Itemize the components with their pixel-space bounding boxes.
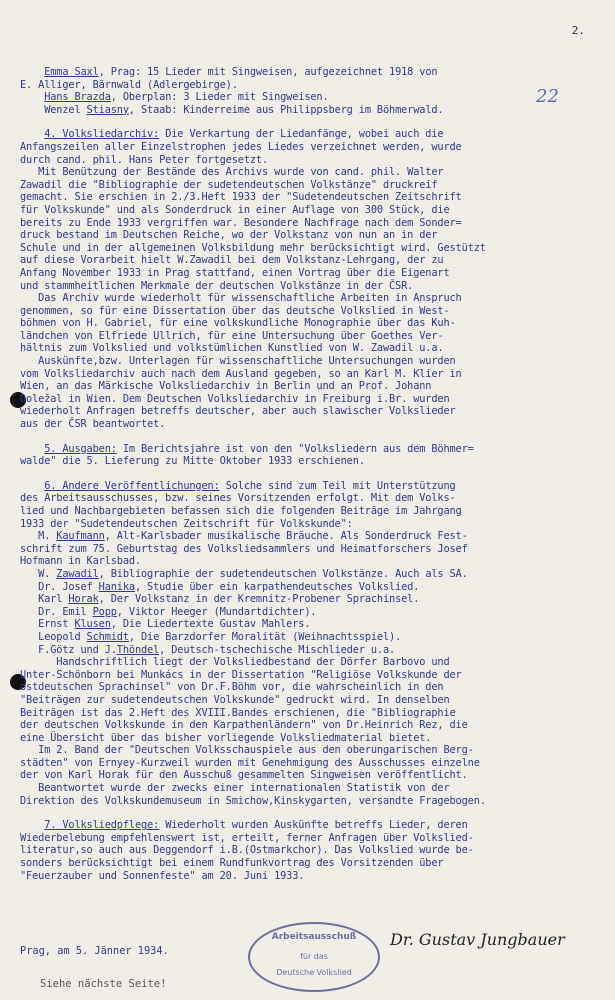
text-segment: walde" die 5. Lieferung zu Mitte Oktober 1933 erschienen. xyxy=(20,455,365,468)
text-line xyxy=(20,707,600,720)
underlined-text: 7. Volksliedpflege: xyxy=(44,819,160,832)
text-line xyxy=(20,732,600,745)
text-line xyxy=(20,819,600,832)
text-line xyxy=(20,857,600,870)
text-line xyxy=(20,455,600,468)
text-segment: der von Karl Horak für den Ausschuß gesammelten Singweisen veröffentlicht. xyxy=(20,769,468,782)
text-segment: Mit Benützung der Bestände des Archivs wurde von cand. phil. Walter xyxy=(20,166,444,179)
text-line xyxy=(20,530,600,543)
text-line xyxy=(20,204,600,217)
text-segment: Dr. Emil xyxy=(20,605,93,618)
text-line xyxy=(20,393,600,406)
text-line xyxy=(20,757,600,770)
text-line xyxy=(20,505,600,518)
text-line xyxy=(20,305,600,318)
text-line xyxy=(20,355,600,368)
text-line xyxy=(20,644,600,657)
underlined-text: Zawadil xyxy=(56,567,99,580)
text-line xyxy=(20,342,600,355)
text-segment: , Der Volkstanz in der Kremnitz-Probener Sprachinsel. xyxy=(98,593,420,606)
text-segment: Die Verkartung der Liedanfänge, wobei auch die xyxy=(159,128,444,141)
text-segment: Im Berichtsjahre ist von den "Volksliedern aus dem Böhmer= xyxy=(116,442,474,455)
text-segment: lied und Nachbargebieten befassen sich die folgenden Beiträge im Jahrgang xyxy=(20,505,462,517)
underlined-text: Hans Brazda xyxy=(44,91,111,104)
text-segment: eine Übersicht über das bisher vorliegende Volksliedmaterial bietet. xyxy=(20,731,432,744)
text-segment: Direktion des Volkskundemuseum in Smichow,Kinskygarten, versandte Fragebogen. xyxy=(20,794,486,807)
text-segment: , Oberplan: 3 Lieder mit Singweisen. xyxy=(110,91,329,104)
text-segment: , Viktor Heeger (Mundartdichter). xyxy=(116,605,317,618)
text-segment: Doležal in Wien. Dem Deutschen Volksliedarchiv in Freiburg i.Br. wurden xyxy=(20,392,450,405)
text-segment: Auskünfte,bzw. Unterlagen für wissenschaftliche Untersuchungen wurden xyxy=(20,355,456,368)
text-segment: , Deutsch-tschechische Mischlieder u.a. xyxy=(159,643,396,656)
date-line: Prag, am 5. Jänner 1934. xyxy=(20,945,169,957)
text-line xyxy=(20,141,600,154)
text-segment: städten" von Ernyey-Kurzweil wurden mit Genehmigung des Ausschusses einzelne xyxy=(20,756,480,769)
text-segment: druck bestand im Deutschen Reiche, wo der Volkstanz von nun an in der xyxy=(20,229,438,242)
stamp-text-middle: für das xyxy=(300,952,328,961)
text-line xyxy=(20,769,600,782)
underlined-text: Schmidt xyxy=(86,630,129,643)
text-line xyxy=(20,418,600,431)
text-segment: Solche sind zum Teil mit Unterstützung xyxy=(219,479,456,492)
text-line xyxy=(20,91,600,104)
text-segment: der deutschen Volkskunde in den Karpathenländern" von Dr.Heinrich Rez, die xyxy=(20,719,468,732)
text-segment xyxy=(20,819,44,831)
text-segment: literatur,so auch aus Deggendorf i.B.(Ostmarkchor). Das Volkslied wurde be- xyxy=(20,844,474,857)
text-segment: für Volkskunde" und als Sonderdruck in einer Auflage von 300 Stück, die xyxy=(20,203,450,216)
paragraph-section6 xyxy=(20,480,600,807)
text-segment: Ernst xyxy=(20,618,75,631)
text-segment: genommen, so für eine Dissertation über das deutsche Volkslied in West- xyxy=(20,304,450,317)
text-segment: Das Archiv wurde wiederholt für wissenschaftliche Arbeiten in Anspruch xyxy=(20,292,462,305)
stamp-text-bottom: Deutsche Volkslied xyxy=(276,968,352,977)
text-segment: Zawadil die "Bibliographie der sudetendeutschen Volkstänze" druckreif xyxy=(20,178,438,191)
text-segment: Beantwortet wurde der zwecks einer internationalen Statistik von der xyxy=(20,782,450,795)
text-segment: wiederholt Anfragen betreffs deutscher, aber auch slawischer Volkslieder xyxy=(20,405,456,418)
text-line xyxy=(20,606,600,619)
text-segment: gemacht. Sie erschien in 2./3.Heft 1933 der "Sudetendeutschen Zeitschrift xyxy=(20,191,462,204)
text-line xyxy=(20,405,600,418)
text-line xyxy=(20,844,600,857)
text-line xyxy=(20,217,600,230)
text-segment: Leopold xyxy=(20,630,87,643)
text-segment: Anfangszeilen aller Einzelstrophen jedes Liedes verzeichnet werden, wurde xyxy=(20,140,462,153)
text-line xyxy=(20,543,600,556)
underlined-text: 6. Andere Veröffentlichungen: xyxy=(44,479,220,492)
report-body xyxy=(20,66,600,894)
text-line xyxy=(20,191,600,204)
paragraph-contributors xyxy=(20,66,600,116)
text-segment: Im 2. Band der "Deutschen Volksschauspiele aus den oberungarischen Berg- xyxy=(20,744,474,757)
committee-stamp xyxy=(248,922,380,992)
text-segment: Dr. Josef xyxy=(20,580,99,593)
text-line xyxy=(20,719,600,732)
page-number: 2. xyxy=(571,24,585,37)
text-segment: W. xyxy=(20,567,57,580)
text-line xyxy=(20,128,600,141)
text-line xyxy=(20,480,600,493)
text-segment: "Beiträgen zur sudetendeutschen Volkskunde" gedruckt wird. In denselben xyxy=(20,693,450,706)
text-line xyxy=(20,166,600,179)
text-segment: Wiederholt wurden Auskünfte betreffs Lieder, deren xyxy=(159,819,468,832)
underlined-text: Horak xyxy=(68,593,99,606)
text-segment: böhmen von H. Gabriel, für eine volkskundliche Monographie über das Kuh- xyxy=(20,317,456,330)
text-line xyxy=(20,66,600,79)
text-segment: M. xyxy=(20,530,57,543)
underlined-text: Hanika xyxy=(98,580,135,593)
text-segment: Handschriftlich liegt der Volksliedbestand der Dörfer Barbovo und xyxy=(20,656,450,669)
underlined-text: 5. Ausgaben: xyxy=(44,442,117,455)
text-segment xyxy=(20,128,44,140)
text-line xyxy=(20,618,600,631)
text-segment: vom Volksliedarchiv auch nach dem Ausland gegeben, so an Karl M. Klier in xyxy=(20,367,462,380)
text-segment: hältnis zum Volkslied und volkstümlichen Kunstlied von W. Zawadil u.a. xyxy=(20,342,444,355)
text-segment: E. Alliger, Bärnwald (Adlergebirge). xyxy=(20,78,238,91)
text-line xyxy=(20,795,600,808)
text-segment: F.Götz und J. xyxy=(20,643,117,656)
paragraph-section5 xyxy=(20,443,600,468)
text-segment: auf diese Vorarbeit hielt W.Zawadil bei dem Volkstanz-Lehrgang, der zu xyxy=(20,254,444,267)
text-line xyxy=(20,669,600,682)
text-line xyxy=(20,179,600,192)
text-line xyxy=(20,267,600,280)
text-line xyxy=(20,832,600,845)
text-segment: Wenzel xyxy=(20,103,87,116)
text-segment: aus der ČSR beantwortet. xyxy=(20,418,166,431)
text-segment: ostdeutschen Sprachinsel" von Dr.F.Böhm vor, die wahrscheinlich in den xyxy=(20,681,444,694)
text-segment: , Alt-Karlsbader musikalische Bräuche. Als Sonderdruck Fest- xyxy=(104,530,468,543)
underlined-text: 4. Volksliedarchiv: xyxy=(44,128,160,141)
text-segment: sonders berücksichtigt bei einem Rundfunkvortrag des Vorsitzenden über xyxy=(20,857,444,870)
text-line xyxy=(20,744,600,757)
text-segment: "Feuerzauber und Sonnenfeste" am 20. Juni 1933. xyxy=(20,869,305,882)
text-segment: Anfang November 1933 in Prag stattfand, einen Vortrag über die Eigenart xyxy=(20,266,450,279)
text-segment: schrift zum 75. Geburtstag des Volksliedsammlers und Heimatforschers Josef xyxy=(20,542,468,555)
text-line xyxy=(20,254,600,267)
text-segment: , Prag: 15 Lieder mit Singweisen, aufgezeichnet 1918 von xyxy=(98,66,438,78)
text-segment: Schule und in der allgemeinen Volksbildung mehr berücksichtigt wird. Gestützt xyxy=(20,241,486,254)
text-line xyxy=(20,154,600,167)
text-segment: 1933 der "Sudetendeutschen Zeitschrift für Volkskunde": xyxy=(20,517,353,530)
text-line xyxy=(20,380,600,393)
text-line xyxy=(20,492,600,505)
text-line xyxy=(20,292,600,305)
text-segment: und stammheitlichen Merkmale der deutschen Volkstänze in der ČSR. xyxy=(20,279,414,292)
underlined-text: Emma Saxl xyxy=(44,66,99,78)
text-segment xyxy=(20,443,44,455)
text-line xyxy=(20,656,600,669)
underlined-text: Kaufmann xyxy=(56,530,105,543)
text-line xyxy=(20,581,600,594)
paragraph-section7 xyxy=(20,819,600,882)
text-segment: Beiträgen ist das 2.Heft des XVIII.Bandes erschienen, die "Bibliographie xyxy=(20,706,456,719)
text-segment xyxy=(20,66,44,78)
underlined-text: Klusen xyxy=(74,618,111,631)
text-line xyxy=(20,317,600,330)
text-line xyxy=(20,518,600,531)
text-line xyxy=(20,280,600,293)
underlined-text: Popp xyxy=(92,605,117,618)
text-segment: , Studie über ein karpathendeutsches Volkslied. xyxy=(134,580,420,593)
text-segment xyxy=(20,480,44,492)
text-line xyxy=(20,330,600,343)
text-segment: ländchen von Elfriede Ullrich, für eine Untersuchung über Goethes Ver- xyxy=(20,329,444,342)
text-line xyxy=(20,631,600,644)
text-segment: Hofmann in Karlsbad. xyxy=(20,555,141,568)
underlined-text: Thöndel xyxy=(116,643,160,656)
text-line xyxy=(20,555,600,568)
text-segment: des Arbeitsausschusses, bzw. seines Vorsitzenden erfolgt. Mit dem Volks- xyxy=(20,492,456,505)
text-line xyxy=(20,568,600,581)
signature: Dr. Gustav Jungbauer xyxy=(390,930,565,949)
underlined-text: Stiasny xyxy=(86,103,129,116)
text-segment: , Die Liedertexte Gustav Mahlers. xyxy=(110,618,311,631)
text-line xyxy=(20,443,600,456)
text-line xyxy=(20,79,600,92)
paragraph-section4 xyxy=(20,128,600,430)
text-segment: Wiederbelebung empfehlenswert ist, erteilt, ferner Anfragen über Volkslied- xyxy=(20,831,474,844)
text-line xyxy=(20,593,600,606)
text-segment: , Bibliographie der sudetendeutschen Volkstänze. Auch als SA. xyxy=(98,567,468,580)
text-segment: , Staab: Kinderreime aus Philippsberg im Böhmerwald. xyxy=(128,103,444,116)
text-segment: Karl xyxy=(20,593,69,606)
text-line xyxy=(20,694,600,707)
pencil-note: Siehe nächste Seite! xyxy=(40,978,167,990)
text-segment: bereits zu Ende 1933 vergriffen war. Besondere Nachfrage nach dem Sonder= xyxy=(20,216,462,229)
handwritten-mark: 22 xyxy=(536,86,559,107)
text-segment: , Die Barzdorfer Moralität (Weihnachtsspiel). xyxy=(128,630,402,643)
text-line xyxy=(20,242,600,255)
text-line xyxy=(20,681,600,694)
text-line xyxy=(20,368,600,381)
text-line xyxy=(20,104,600,117)
text-line xyxy=(20,229,600,242)
text-line xyxy=(20,782,600,795)
text-segment: Wien, an das Märkische Volksliedarchiv in Berlin und an Prof. Johann xyxy=(20,380,432,393)
text-segment: Unter-Schönborn bei Munkács in der Dissertation "Religiöse Volkskunde der xyxy=(20,668,462,681)
stamp-text-top: Arbeitsausschuß xyxy=(271,932,357,942)
text-segment: durch cand. phil. Hans Peter fortgesetzt. xyxy=(20,153,269,166)
text-line xyxy=(20,870,600,883)
text-segment xyxy=(20,91,44,103)
